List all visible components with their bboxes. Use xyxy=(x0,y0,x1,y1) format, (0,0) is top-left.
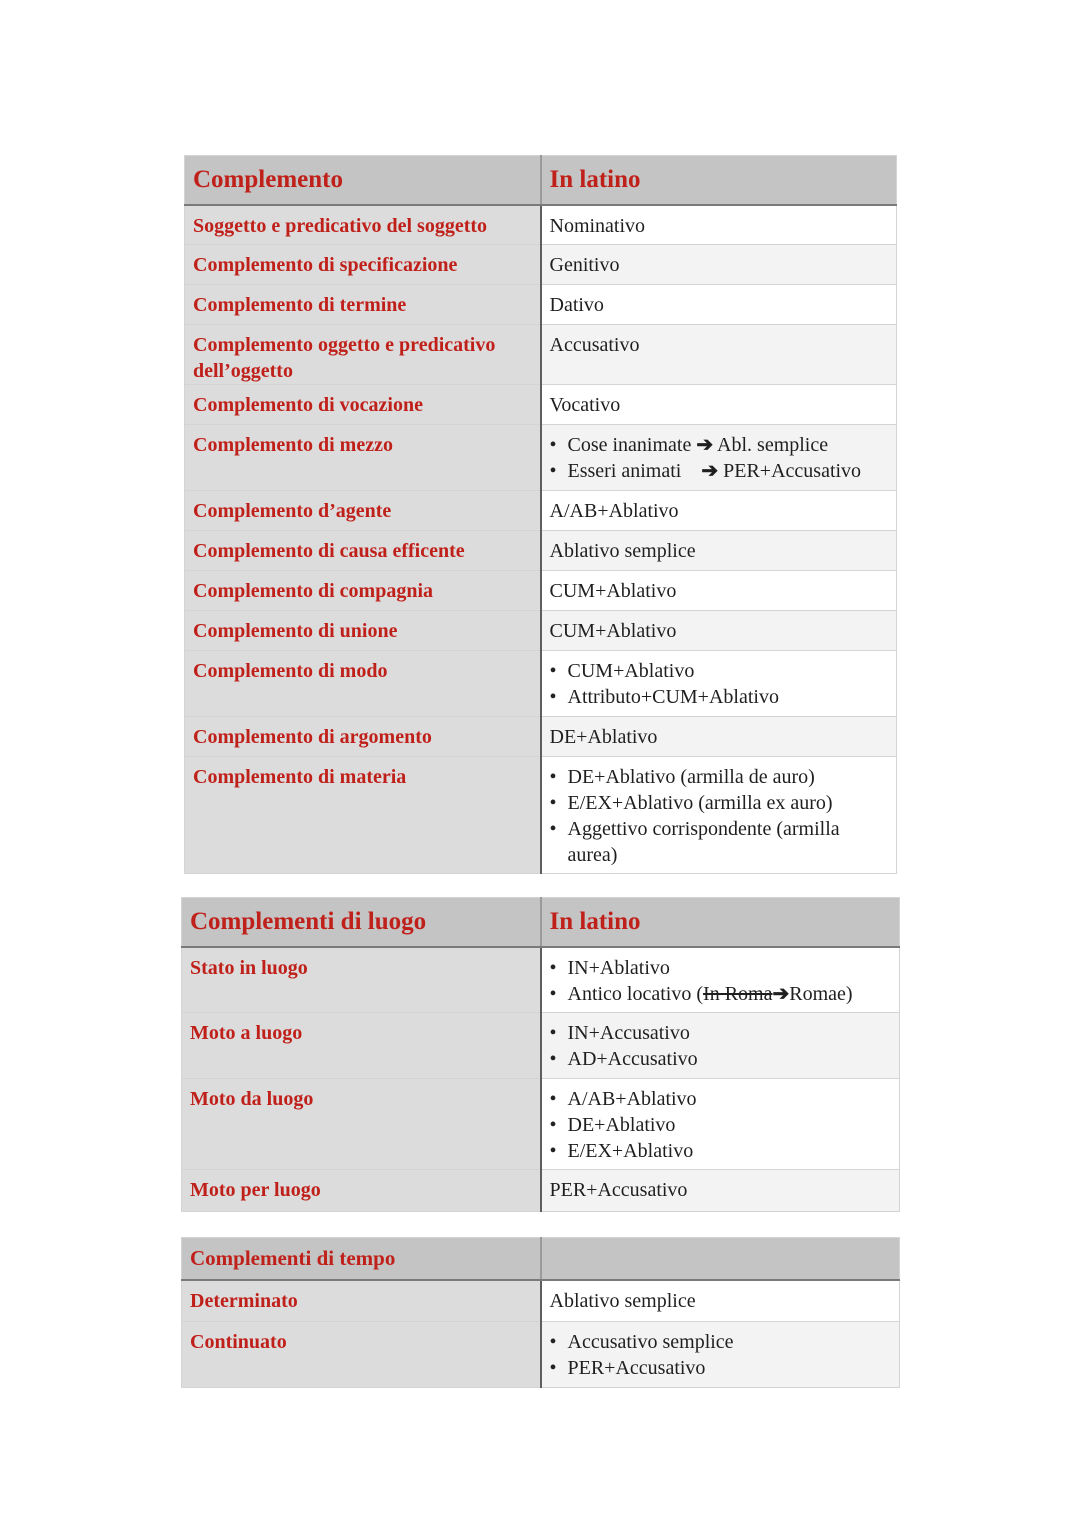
table-row xyxy=(185,571,897,611)
row-label: Complemento d’agente xyxy=(185,491,541,531)
row-value: PER+Accusativo xyxy=(541,1170,900,1212)
row-label: Complemento di vocazione xyxy=(185,385,541,425)
row-label: Complemento di modo xyxy=(185,651,541,717)
list-item: • DE+Ablativo xyxy=(550,1112,892,1138)
table-row xyxy=(185,205,897,245)
row-label: Moto per luogo xyxy=(182,1170,541,1212)
list-item: • Esseri animati ➔ PER+Accusativo xyxy=(550,458,889,484)
column-header-complementi-di-tempo: Complementi di tempo xyxy=(182,1238,541,1280)
list-item: • Accusativo semplice xyxy=(550,1329,892,1355)
list-item: • CUM+Ablativo xyxy=(550,658,889,684)
list-item: • IN+Accusativo xyxy=(550,1020,892,1046)
list-item: • E/EX+Ablativo xyxy=(550,1138,892,1164)
row-label: Continuato xyxy=(182,1322,541,1388)
row-label: Complemento di compagnia xyxy=(185,571,541,611)
row-label: Complemento di materia xyxy=(185,757,541,874)
table-row xyxy=(185,325,897,385)
bullet-list xyxy=(550,1086,892,1164)
table-row xyxy=(182,1170,900,1212)
row-label: Complemento di mezzo xyxy=(185,425,541,491)
table-row xyxy=(185,651,897,717)
struck-text: In Roma xyxy=(703,982,773,1005)
row-value: A/AB+Ablativo xyxy=(541,491,897,531)
place-table xyxy=(181,897,900,1212)
list-item: • DE+Ablativo (armilla de auro) xyxy=(550,764,889,790)
row-label: Complemento di specificazione xyxy=(185,245,541,285)
row-label: Complemento di argomento xyxy=(185,717,541,757)
row-value xyxy=(541,757,897,874)
column-header-in-latino: In latino xyxy=(541,898,900,947)
time-table xyxy=(181,1237,900,1388)
table-row xyxy=(185,245,897,285)
list-item: • A/AB+Ablativo xyxy=(550,1086,892,1112)
table-row xyxy=(182,947,900,1013)
row-value: Vocativo xyxy=(541,385,897,425)
row-label: Determinato xyxy=(182,1280,541,1322)
row-value: Accusativo xyxy=(541,325,897,385)
list-item: • Aggettivo corrispondente (armilla aurea) xyxy=(550,816,889,868)
column-header-complementi-di-luogo: Complementi di luogo xyxy=(182,898,541,947)
row-label: Stato in luogo xyxy=(182,947,541,1013)
table-row xyxy=(182,1280,900,1322)
list-item: • Attributo+CUM+Ablativo xyxy=(550,684,889,710)
row-label: Complemento oggetto e predicativo dell’oggetto xyxy=(185,325,541,385)
column-header-in-latino: In latino xyxy=(541,156,897,205)
row-value xyxy=(541,1079,900,1170)
row-value xyxy=(541,1013,900,1079)
row-label: Complemento di termine xyxy=(185,285,541,325)
list-item: • E/EX+Ablativo (armilla ex auro) xyxy=(550,790,889,816)
list-item: • PER+Accusativo xyxy=(550,1355,892,1381)
column-header-empty xyxy=(541,1238,900,1280)
arrow-right-icon: ➔ xyxy=(772,982,790,1005)
table-row xyxy=(185,425,897,491)
table-row xyxy=(185,385,897,425)
table-row xyxy=(182,1079,900,1170)
list-item: • AD+Accusativo xyxy=(550,1046,892,1072)
row-value xyxy=(541,651,897,717)
column-header-complemento: Complemento xyxy=(185,156,541,205)
arrow-right-icon: ➔ xyxy=(701,460,719,482)
row-label: Complemento di causa efficente xyxy=(185,531,541,571)
table-row xyxy=(185,757,897,874)
list-item: • Antico locativo (In Roma➔Romae) xyxy=(550,981,892,1007)
row-value xyxy=(541,425,897,491)
row-label: Soggetto e predicativo del soggetto xyxy=(185,205,541,245)
table-row xyxy=(185,531,897,571)
table-row xyxy=(185,611,897,651)
bullet-list xyxy=(550,432,889,484)
row-value: DE+Ablativo xyxy=(541,717,897,757)
bullet-list xyxy=(550,1329,892,1381)
row-value: Ablativo semplice xyxy=(541,531,897,571)
bullet-list xyxy=(550,955,892,1007)
bullet-list xyxy=(550,658,889,710)
list-item: • IN+Ablativo xyxy=(550,955,892,981)
row-value xyxy=(541,1322,900,1388)
list-item: • Cose inanimate ➔ Abl. semplice xyxy=(550,432,889,458)
row-value: CUM+Ablativo xyxy=(541,611,897,651)
bullet-list xyxy=(550,1020,892,1072)
row-value xyxy=(541,947,900,1013)
row-label: Complemento di unione xyxy=(185,611,541,651)
row-value: Genitivo xyxy=(541,245,897,285)
row-label: Moto a luogo xyxy=(182,1013,541,1079)
table-row xyxy=(182,1322,900,1388)
table-row xyxy=(182,1013,900,1079)
cases-table xyxy=(184,155,897,874)
bullet-list xyxy=(550,764,889,868)
row-label: Moto da luogo xyxy=(182,1079,541,1170)
row-value: CUM+Ablativo xyxy=(541,571,897,611)
row-value: Dativo xyxy=(541,285,897,325)
row-value: Ablativo semplice xyxy=(541,1280,900,1322)
table-row xyxy=(185,717,897,757)
arrow-right-icon: ➔ xyxy=(696,434,714,456)
table-row xyxy=(185,285,897,325)
table-row xyxy=(185,491,897,531)
row-value: Nominativo xyxy=(541,205,897,245)
